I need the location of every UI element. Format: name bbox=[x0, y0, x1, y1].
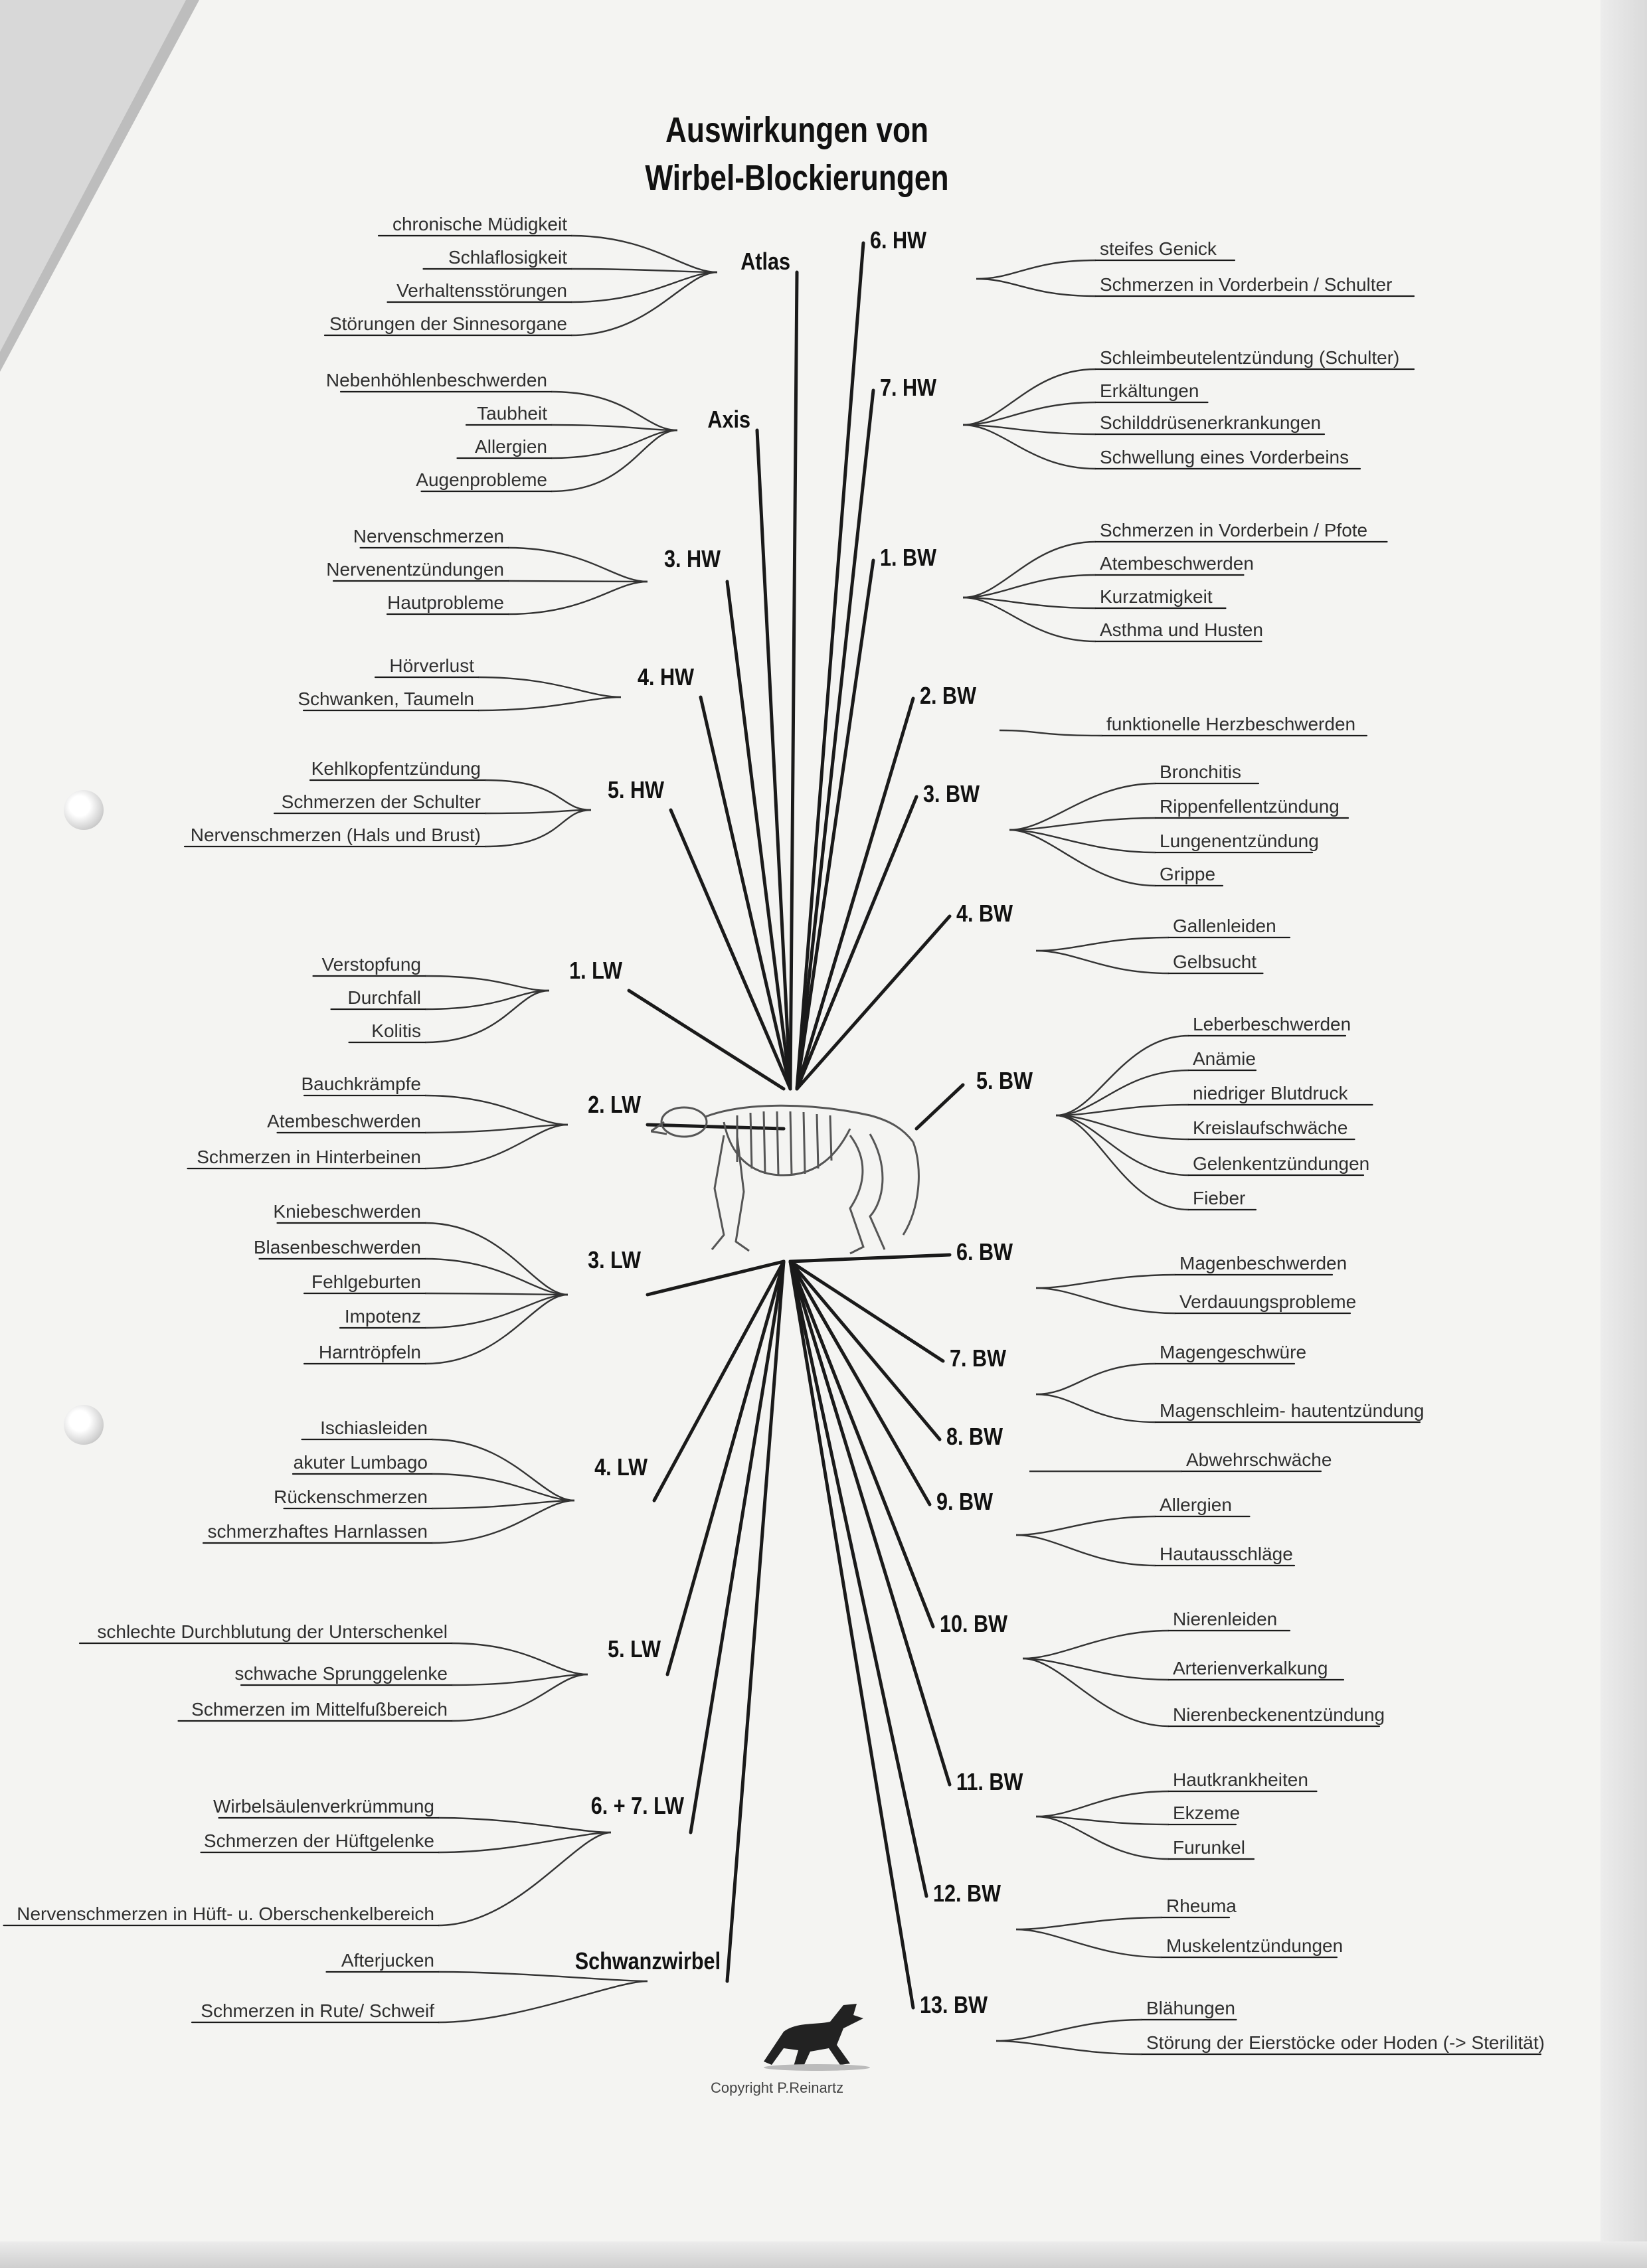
vertebra-5-lw-symptom-2: Schmerzen im Mittelfußbereich bbox=[191, 1699, 448, 1720]
vertebra-8-bw-symptom-0: Abwehrschwäche bbox=[1186, 1449, 1332, 1470]
vertebra-2-lw-branch-0 bbox=[425, 1095, 568, 1125]
vertebra-4-bw-spoke bbox=[797, 916, 950, 1089]
vertebra-9-bw-branch-1 bbox=[1016, 1535, 1156, 1566]
vertebra-5-lw-symptom-0: schlechte Durchblutung der Unterschenkel bbox=[97, 1621, 448, 1642]
vertebra-axis-branch-3 bbox=[551, 430, 677, 491]
vertebra-7-hw-symptom-3: Schwellung eines Vorderbeins bbox=[1100, 447, 1349, 467]
vertebra-axis-branch-2 bbox=[551, 430, 677, 458]
vertebra-axis-symptom-0: Nebenhöhlenbeschwerden bbox=[325, 370, 547, 390]
vertebra-11-bw-branch-0 bbox=[1036, 1791, 1169, 1817]
vertebra-axis-spoke bbox=[757, 430, 790, 1089]
vertebra-10-bw-branch-1 bbox=[1023, 1659, 1169, 1680]
vertebra-2-lw-branch-2 bbox=[425, 1125, 568, 1169]
vertebra-atlas-symptom-1: Schlaflosigkeit bbox=[448, 247, 567, 268]
vertebra-1-lw-symptom-2: Kolitis bbox=[371, 1020, 421, 1041]
vertebra-6-hw-spoke bbox=[797, 243, 863, 1089]
vertebra-1-bw-symptom-2: Kurzatmigkeit bbox=[1100, 586, 1213, 607]
vertebra-13-bw-label: 13. BW bbox=[920, 1991, 988, 2018]
vertebra-3-lw-spoke bbox=[648, 1261, 784, 1295]
vertebra-1-lw-symptom-1: Durchfall bbox=[347, 987, 421, 1008]
vertebra-5-bw-branch-2 bbox=[1056, 1105, 1189, 1115]
vertebra-atlas-branch-3 bbox=[571, 272, 717, 335]
vertebra-4-lw-branch-2 bbox=[432, 1500, 574, 1508]
vertebra-3-bw-branch-2 bbox=[1009, 830, 1156, 852]
vertebra-schwanzwirbel-spoke bbox=[727, 1261, 784, 1981]
vertebra-axis-label: Axis bbox=[707, 406, 750, 433]
vertebra-atlas-branch-2 bbox=[571, 272, 717, 302]
vertebra-4-bw-branch-1 bbox=[1036, 951, 1169, 973]
vertebra-1-bw-spoke bbox=[797, 560, 873, 1089]
dog-logo-icon bbox=[757, 1985, 877, 2071]
vertebra-4-hw-branch-1 bbox=[478, 697, 621, 710]
vertebra-10-bw-label: 10. BW bbox=[940, 1610, 1008, 1637]
vertebra-12-bw-branch-0 bbox=[1016, 1917, 1162, 1929]
vertebra-atlas-branch-1 bbox=[571, 269, 717, 272]
vertebra-3-bw-symptom-1: Rippenfellentzündung bbox=[1160, 796, 1340, 817]
vertebra-3-bw-symptom-3: Grippe bbox=[1160, 864, 1216, 884]
vertebra-13-bw-symptom-1: Störung der Eierstöcke oder Hoden (-> Sterilität) bbox=[1146, 2032, 1545, 2053]
vertebra-2-bw-branch-0 bbox=[999, 730, 1102, 736]
vertebra-11-bw-branch-2 bbox=[1036, 1817, 1169, 1859]
vertebra-7-hw-symptom-1: Erkältungen bbox=[1100, 380, 1199, 401]
vertebra-4-bw-symptom-1: Gelbsucht bbox=[1173, 951, 1257, 972]
vertebra-axis-symptom-2: Allergien bbox=[475, 436, 547, 457]
vertebra-5-hw-branch-2 bbox=[485, 810, 591, 847]
vertebra-5-bw-symptom-3: Kreislaufschwäche bbox=[1193, 1117, 1348, 1138]
vertebra-3-hw-branch-1 bbox=[508, 581, 648, 582]
vertebra-10-bw-symptom-2: Nierenbeckenentzündung bbox=[1173, 1704, 1385, 1725]
vertebra-6-bw-label: 6. BW bbox=[956, 1238, 1013, 1265]
vertebra-6-hw-branch-0 bbox=[976, 260, 1096, 279]
vertebra-7-hw-symptom-2: Schilddrüsenerkrankungen bbox=[1100, 412, 1322, 433]
vertebra-7-bw-branch-0 bbox=[1036, 1364, 1156, 1394]
vertebra-5-hw-symptom-2: Nervenschmerzen (Hals und Brust) bbox=[190, 825, 481, 845]
title-line-2: Wirbel-Blockierungen bbox=[645, 158, 949, 198]
vertebra-3-lw-symptom-2: Fehlgeburten bbox=[311, 1271, 421, 1292]
vertebra-6-7-lw-label: 6. + 7. LW bbox=[590, 1792, 684, 1819]
vertebra-schwanzwirbel-label: Schwanzwirbel bbox=[574, 1947, 721, 1975]
vertebra-9-bw-label: 9. BW bbox=[936, 1488, 994, 1515]
vertebra-3-lw-symptom-4: Harntröpfeln bbox=[318, 1342, 421, 1362]
vertebra-3-lw-branch-2 bbox=[425, 1293, 568, 1295]
vertebra-8-bw-spoke bbox=[790, 1261, 940, 1439]
vertebra-atlas-symptom-2: Verhaltensstörungen bbox=[396, 280, 567, 301]
vertebra-axis-symptom-3: Augenprobleme bbox=[416, 469, 547, 490]
vertebra-4-lw-symptom-0: Ischiasleiden bbox=[320, 1418, 428, 1438]
vertebra-6-7-lw-symptom-2: Nervenschmerzen in Hüft- u. Oberschenkelbereich bbox=[17, 1903, 434, 1924]
vertebra-6-7-lw-branch-2 bbox=[438, 1832, 611, 1925]
vertebra-5-hw-symptom-0: Kehlkopfentzündung bbox=[311, 758, 481, 779]
vertebra-5-lw-symptom-1: schwache Sprunggelenke bbox=[234, 1663, 448, 1684]
vertebra-12-bw-spoke bbox=[790, 1261, 926, 1896]
vertebra-6-bw-branch-0 bbox=[1036, 1275, 1175, 1288]
vertebra-6-bw-symptom-0: Magenbeschwerden bbox=[1179, 1253, 1347, 1273]
vertebra-3-lw-symptom-1: Blasenbeschwerden bbox=[253, 1237, 421, 1257]
vertebra-10-bw-spoke bbox=[790, 1261, 933, 1627]
vertebra-3-hw-branch-0 bbox=[508, 548, 648, 582]
vertebra-atlas-symptom-3: Störungen der Sinnesorgane bbox=[329, 313, 567, 334]
vertebra-6-7-lw-symptom-0: Wirbelsäulenverkrümmung bbox=[213, 1796, 434, 1817]
vertebra-5-bw-branch-4 bbox=[1056, 1115, 1189, 1175]
vertebra-3-bw-branch-3 bbox=[1009, 830, 1156, 886]
vertebra-4-lw-symptom-1: akuter Lumbago bbox=[293, 1452, 428, 1473]
vertebra-4-hw-spoke bbox=[701, 697, 790, 1089]
vertebra-3-hw-symptom-2: Hautprobleme bbox=[387, 592, 504, 613]
vertebra-9-bw-branch-0 bbox=[1016, 1516, 1156, 1535]
vertebra-10-bw-symptom-0: Nierenleiden bbox=[1173, 1609, 1278, 1629]
vertebra-5-bw-branch-3 bbox=[1056, 1115, 1189, 1139]
vertebra-4-bw-symptom-0: Gallenleiden bbox=[1173, 916, 1276, 936]
vertebra-1-bw-symptom-1: Atembeschwerden bbox=[1100, 553, 1254, 574]
vertebra-1-bw-branch-2 bbox=[963, 598, 1096, 608]
vertebra-5-bw-symptom-5: Fieber bbox=[1193, 1188, 1246, 1208]
vertebra-13-bw-branch-0 bbox=[996, 2020, 1142, 2041]
vertebra-11-bw-symptom-2: Furunkel bbox=[1173, 1837, 1245, 1858]
vertebra-7-hw-label: 7. HW bbox=[880, 374, 937, 401]
vertebra-3-lw-label: 3. LW bbox=[588, 1246, 641, 1273]
vertebra-7-hw-branch-1 bbox=[963, 402, 1096, 425]
vertebra-3-lw-symptom-0: Kniebeschwerden bbox=[273, 1201, 421, 1222]
vertebra-5-bw-symptom-1: Anämie bbox=[1193, 1048, 1256, 1069]
vertebra-3-lw-branch-0 bbox=[425, 1223, 568, 1295]
vertebra-6-7-lw-branch-0 bbox=[438, 1818, 611, 1832]
dog-skeleton-icon bbox=[651, 1076, 930, 1261]
vertebra-7-bw-symptom-1: Magenschleim- hautentzündung bbox=[1160, 1400, 1425, 1421]
vertebra-schwanzwirbel-symptom-1: Schmerzen in Rute/ Schweif bbox=[201, 2000, 434, 2021]
vertebra-1-bw-label: 1. BW bbox=[880, 544, 937, 571]
vertebra-4-lw-label: 4. LW bbox=[594, 1453, 648, 1481]
vertebra-4-lw-branch-0 bbox=[432, 1439, 574, 1500]
vertebra-10-bw-symptom-1: Arterienverkalkung bbox=[1173, 1658, 1328, 1678]
vertebra-7-hw-spoke bbox=[797, 390, 873, 1089]
vertebra-3-bw-label: 3. BW bbox=[923, 780, 980, 807]
vertebra-6-hw-symptom-1: Schmerzen in Vorderbein / Schulter bbox=[1100, 274, 1393, 295]
vertebra-atlas-spoke bbox=[790, 272, 797, 1089]
vertebra-4-lw-symptom-2: Rückenschmerzen bbox=[274, 1487, 428, 1507]
vertebra-6-bw-symptom-1: Verdauungsprobleme bbox=[1179, 1291, 1357, 1312]
vertebra-11-bw-label: 11. BW bbox=[956, 1768, 1023, 1795]
vertebra-6-hw-label: 6. HW bbox=[870, 226, 927, 254]
vertebra-4-bw-label: 4. BW bbox=[956, 900, 1013, 927]
vertebra-1-bw-branch-1 bbox=[963, 575, 1096, 598]
vertebra-9-bw-symptom-0: Allergien bbox=[1160, 1495, 1232, 1515]
vertebra-2-bw-symptom-0: funktionelle Herzbeschwerden bbox=[1106, 714, 1356, 734]
vertebra-10-bw-branch-0 bbox=[1023, 1631, 1169, 1659]
vertebra-12-bw-label: 12. BW bbox=[933, 1880, 1001, 1907]
vertebra-schwanzwirbel-branch-1 bbox=[438, 1981, 648, 2022]
vertebra-5-hw-symptom-1: Schmerzen der Schulter bbox=[281, 791, 481, 812]
vertebra-13-bw-spoke bbox=[790, 1261, 913, 2008]
vertebra-6-7-lw-branch-1 bbox=[438, 1832, 611, 1852]
vertebra-5-bw-label: 5. BW bbox=[976, 1067, 1033, 1094]
vertebra-4-hw-branch-0 bbox=[478, 677, 621, 697]
vertebra-4-hw-label: 4. HW bbox=[637, 663, 694, 690]
vertebra-7-hw-branch-2 bbox=[963, 425, 1096, 434]
vertebra-2-lw-symptom-0: Bauchkrämpfe bbox=[301, 1074, 421, 1094]
vertebra-atlas-symptom-0: chronische Müdigkeit bbox=[392, 214, 567, 234]
vertebra-13-bw-symptom-0: Blähungen bbox=[1146, 1998, 1235, 2018]
vertebra-12-bw-symptom-1: Muskelentzündungen bbox=[1166, 1935, 1344, 1956]
vertebra-1-bw-branch-0 bbox=[963, 542, 1096, 598]
vertebra-3-hw-symptom-0: Nervenschmerzen bbox=[353, 526, 504, 546]
vertebra-3-bw-branch-1 bbox=[1009, 818, 1156, 830]
vertebra-2-lw-symptom-2: Schmerzen in Hinterbeinen bbox=[197, 1147, 421, 1167]
vertebra-atlas-branch-0 bbox=[571, 236, 717, 272]
vertebra-8-bw-label: 8. BW bbox=[946, 1423, 1003, 1450]
vertebra-3-bw-symptom-2: Lungenentzündung bbox=[1160, 831, 1319, 851]
vertebra-1-lw-branch-0 bbox=[425, 976, 549, 991]
vertebra-3-hw-branch-2 bbox=[508, 582, 648, 614]
vertebra-6-hw-symptom-0: steifes Genick bbox=[1100, 238, 1217, 259]
vertebra-7-hw-symptom-0: Schleimbeutelentzündung (Schulter) bbox=[1100, 347, 1400, 368]
vertebra-schwanzwirbel-symptom-0: Afterjucken bbox=[341, 1950, 434, 1971]
vertebra-11-bw-symptom-1: Ekzeme bbox=[1173, 1803, 1241, 1823]
vertebra-4-hw-symptom-0: Hörverlust bbox=[389, 655, 474, 676]
vertebra-6-bw-branch-1 bbox=[1036, 1288, 1175, 1313]
vertebra-1-lw-branch-2 bbox=[425, 991, 549, 1042]
vertebra-1-lw-symptom-0: Verstopfung bbox=[321, 954, 421, 975]
vertebra-4-bw-branch-0 bbox=[1036, 937, 1169, 951]
title-line-1: Auswirkungen von bbox=[665, 110, 929, 150]
vertebra-2-lw-branch-1 bbox=[425, 1125, 568, 1133]
vertebra-1-bw-symptom-3: Asthma und Husten bbox=[1100, 619, 1263, 640]
vertebra-axis-symptom-1: Taubheit bbox=[477, 403, 547, 424]
vertebra-7-hw-branch-3 bbox=[963, 425, 1096, 469]
vertebra-5-bw-branch-0 bbox=[1056, 1036, 1189, 1115]
vertebra-3-hw-label: 3. HW bbox=[663, 545, 721, 572]
vertebra-2-lw-label: 2. LW bbox=[588, 1091, 641, 1118]
vertebra-4-lw-branch-1 bbox=[432, 1474, 574, 1500]
vertebra-4-hw-symptom-1: Schwanken, Taumeln bbox=[298, 688, 474, 709]
vertebra-5-bw-symptom-4: Gelenkentzündungen bbox=[1193, 1153, 1370, 1174]
vertebra-5-lw-label: 5. LW bbox=[608, 1635, 661, 1662]
vertebra-11-bw-symptom-0: Hautkrankheiten bbox=[1173, 1769, 1308, 1790]
vertebra-5-lw-branch-0 bbox=[452, 1643, 588, 1674]
vertebra-1-lw-label: 1. LW bbox=[569, 957, 622, 984]
vertebra-3-lw-symptom-3: Impotenz bbox=[344, 1306, 421, 1327]
vertebra-2-bw-label: 2. BW bbox=[920, 682, 977, 709]
vertebra-5-hw-branch-0 bbox=[485, 780, 591, 810]
vertebra-11-bw-spoke bbox=[790, 1261, 950, 1785]
vertebra-3-lw-branch-3 bbox=[425, 1295, 568, 1328]
vertebra-9-bw-symptom-1: Hautausschläge bbox=[1160, 1544, 1293, 1564]
vertebra-10-bw-branch-2 bbox=[1023, 1659, 1169, 1726]
vertebra-1-bw-symptom-0: Schmerzen in Vorderbein / Pfote bbox=[1100, 520, 1368, 540]
vertebra-7-bw-spoke bbox=[790, 1261, 943, 1361]
vertebra-6-7-lw-symptom-1: Schmerzen der Hüftgelenke bbox=[203, 1830, 434, 1851]
vertebra-1-lw-spoke bbox=[629, 991, 784, 1089]
vertebra-5-bw-symptom-2: niedriger Blutdruck bbox=[1193, 1083, 1348, 1103]
copyright-text: Copyright P.Reinartz bbox=[711, 2079, 844, 2096]
vertebra-3-hw-symptom-1: Nervenentzündungen bbox=[326, 559, 504, 580]
vertebra-3-lw-branch-1 bbox=[425, 1259, 568, 1295]
vertebra-5-bw-symptom-0: Leberbeschwerden bbox=[1193, 1014, 1351, 1034]
vertebra-2-lw-symptom-1: Atembeschwerden bbox=[267, 1111, 421, 1131]
vertebra-atlas-label: Atlas bbox=[740, 248, 790, 275]
vertebra-1-lw-branch-1 bbox=[425, 991, 549, 1009]
vertebra-2-bw-spoke bbox=[797, 698, 913, 1089]
vertebra-6-hw-branch-1 bbox=[976, 279, 1096, 296]
vertebra-7-bw-symptom-0: Magengeschwüre bbox=[1160, 1342, 1307, 1362]
vertebra-7-hw-branch-0 bbox=[963, 369, 1096, 425]
vertebra-12-bw-branch-1 bbox=[1016, 1929, 1162, 1957]
vertebra-7-bw-branch-1 bbox=[1036, 1394, 1156, 1422]
vertebra-5-hw-label: 5. HW bbox=[607, 776, 664, 803]
vertebra-13-bw-branch-1 bbox=[996, 2041, 1142, 2054]
vertebra-4-lw-branch-3 bbox=[432, 1500, 574, 1543]
vertebra-12-bw-symptom-0: Rheuma bbox=[1166, 1896, 1237, 1916]
vertebra-3-bw-symptom-0: Bronchitis bbox=[1160, 762, 1241, 782]
vertebra-3-lw-branch-4 bbox=[425, 1295, 568, 1364]
vertebra-7-bw-label: 7. BW bbox=[950, 1344, 1007, 1372]
vertebra-4-lw-symptom-3: schmerzhaftes Harnlassen bbox=[207, 1521, 428, 1542]
